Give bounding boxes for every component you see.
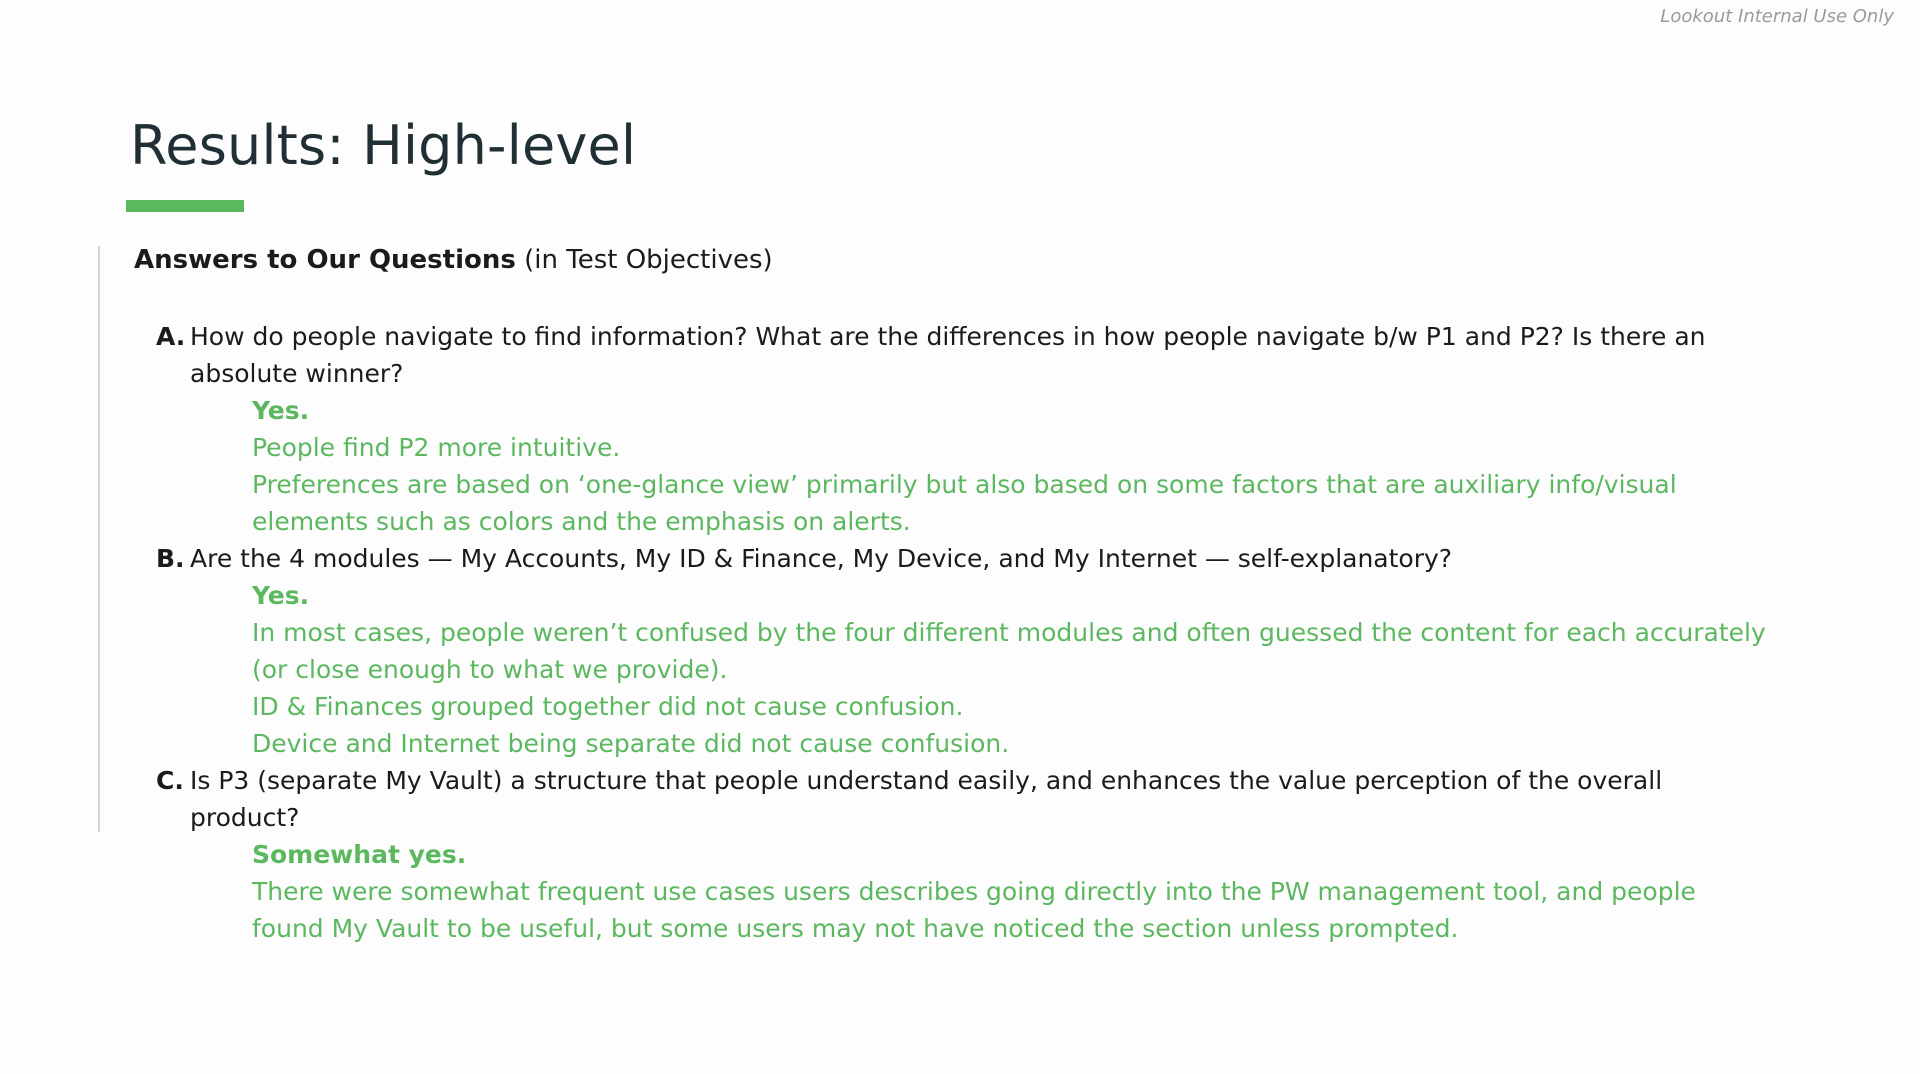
question-c — [156, 762, 1774, 836]
title-accent-bar — [126, 200, 244, 212]
answer-point: There were somewhat frequent use cases users describes going directly into the PW management tool, and people found My Vault to be useful, but some users may not have noticed the section unless prompted. — [252, 877, 1696, 943]
answer-point: ID & Finances grouped together did not cause confusion. — [252, 692, 964, 721]
question-b — [156, 540, 1774, 577]
answer-point: People find P2 more intuitive. — [252, 433, 621, 462]
answer-verdict: Somewhat yes. — [252, 840, 467, 869]
answer-point: Preferences are based on ‘one-glance view’ primarily but also based on some factors that are auxiliary info/visual elements such as colors and the emphasis on alerts. — [252, 470, 1677, 536]
answer-point: In most cases, people weren’t confused by the four different modules and often guessed the content for each accurately (or close enough to what we provide). — [252, 618, 1766, 684]
answers-c — [252, 836, 1774, 947]
subheading-rest: (in Test Objectives) — [515, 245, 773, 275]
left-divider — [98, 246, 100, 832]
answers-b — [252, 577, 1774, 762]
question-letter: C. — [156, 766, 184, 795]
slide-title: Results: High-level — [130, 114, 637, 177]
subheading-bold: Answers to Our Questions — [134, 245, 516, 275]
answer-verdict: Yes. — [252, 396, 310, 425]
section-subheading — [134, 244, 1774, 276]
answers-a — [252, 392, 1774, 540]
question-text: Are the 4 modules — My Accounts, My ID & Finance, My Device, and My Internet — self-explanatory? — [190, 544, 1453, 573]
question-letter: A. — [156, 322, 186, 351]
question-text: Is P3 (separate My Vault) a structure that people understand easily, and enhances the value perception of the overall product? — [190, 766, 1663, 832]
internal-use-watermark: Lookout Internal Use Only — [1660, 6, 1894, 27]
question-a — [156, 318, 1774, 392]
question-text: How do people navigate to find information? What are the differences in how people navigate b/w P1 and P2? Is there an absolute winner? — [190, 322, 1706, 388]
slide-content — [134, 244, 1774, 947]
answer-verdict: Yes. — [252, 581, 310, 610]
question-letter: B. — [156, 544, 185, 573]
answer-point: Device and Internet being separate did not cause confusion. — [252, 729, 1010, 758]
